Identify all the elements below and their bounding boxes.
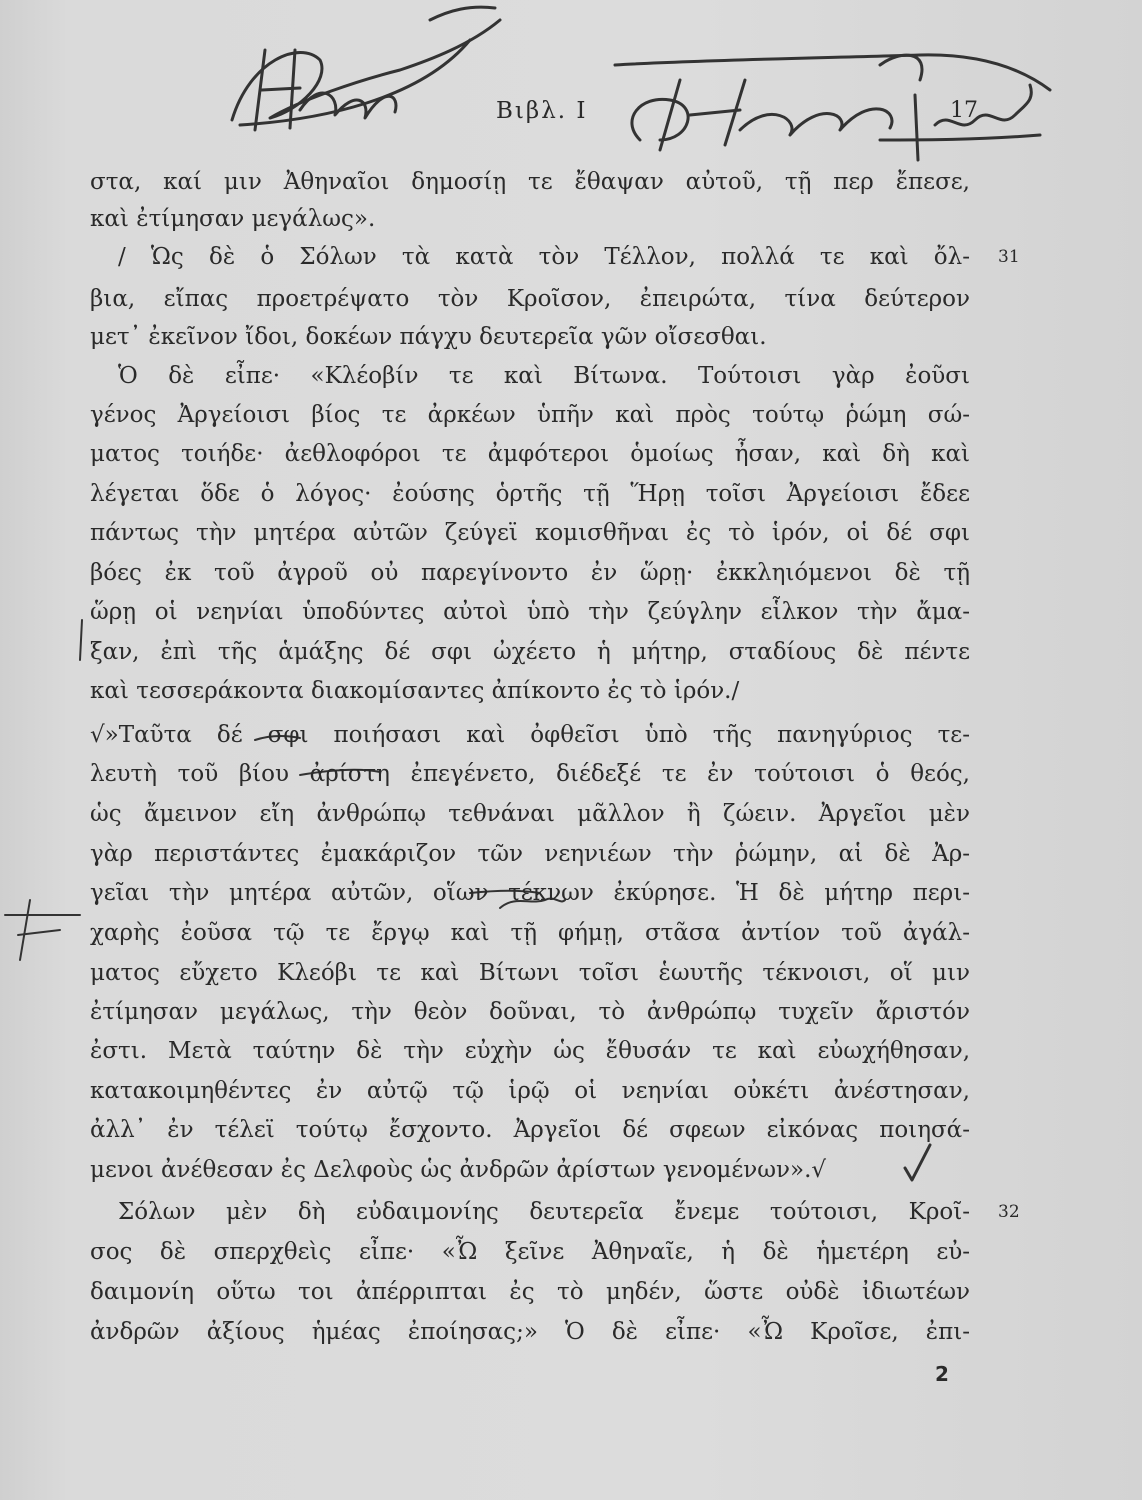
margin-section-number: 32 — [998, 1202, 1020, 1222]
text-line: γὰρ περιστάντες ἐμακάριζον τῶν νεηνιέων τὴν ῥώμην, αἱ δὲ Ἀρ- — [90, 841, 970, 867]
text-line: ὡς ἄμεινον εἴη ἀνθρώπῳ τεθνάναι μᾶλλον ἢ ζώειν. Ἀργεῖοι μὲν — [90, 801, 970, 827]
margin-section-number: 31 — [998, 247, 1020, 267]
running-head: Βιβλ. Ι — [496, 98, 588, 124]
text-line: ἀνδρῶν ἀξίους ἡμέας ἐποίησας;» Ὁ δὲ εἶπε· «Ὦ Κροῖσε, ἐπι- — [90, 1319, 970, 1345]
text-line: βια, εἴπας προετρέψατο τὸν Κροῖσον, ἐπειρώτα, τίνα δεύτερον — [90, 286, 970, 312]
text-line: καὶ ἐτίμησαν μεγάλως». — [90, 206, 376, 232]
text-line: γεῖαι τὴν μητέρα αὐτῶν, οἵων τέκνων ἐκύρησε. Ἡ δὲ μήτηρ περι- — [90, 880, 970, 906]
printer-signature-mark: 2 — [935, 1362, 949, 1386]
text-line: πάντως τὴν μητέρα αὐτῶν ζεύγεϊ κομισθῆναι ἐς τὸ ἱρόν, οἱ δέ σφι — [90, 520, 970, 546]
text-line: ἐστι. Μετὰ ταύτην δὲ τὴν εὐχὴν ὡς ἔθυσάν τε καὶ εὐωχήθησαν, — [90, 1038, 970, 1064]
text-line: κατακοιμηθέντες ἐν αὐτῷ τῷ ἱρῷ οἱ νεηνίαι οὐκέτι ἀνέστησαν, — [90, 1078, 970, 1104]
text-line: ματος τοιήδε· ἀεθλοφόροι τε ἀμφότεροι ὁμοίως ἦσαν, καὶ δὴ καὶ — [90, 441, 970, 467]
text-line: μετ᾽ ἐκεῖνον ἴδοι, δοκέων πάγχυ δευτερεῖα γῶν οἴσεσθαι. — [90, 324, 767, 350]
text-line: λευτὴ τοῦ βίου ἀρίστη ἐπεγένετο, διέδεξέ τε ἐν τούτοισι ὁ θεός, — [90, 761, 970, 787]
text-line: βόες ἐκ τοῦ ἀγροῦ οὐ παρεγίνοντο ἐν ὥρῃ· ἐκκληιόμενοι δὲ τῇ — [90, 560, 970, 586]
text-line: δαιμονίη οὕτω τοι ἀπέρριπται ἐς τὸ μηδέν, ὥστε οὐδὲ ἰδιωτέων — [90, 1279, 970, 1305]
margin-bracket-icon — [80, 620, 82, 660]
text-line: ὥρῃ οἱ νεηνίαι ὑποδύντες αὐτοὶ ὑπὸ τὴν ζεύγλην εἷλκον τὴν ἄμα- — [90, 599, 970, 625]
text-line: στα, καί μιν Ἀθηναῖοι δημοσίῃ τε ἔθαψαν αὐτοῦ, τῇ περ ἔπεσε, — [90, 169, 970, 195]
text-line: √»Ταῦτα δέ σφι ποιήσασι καὶ ὀφθεῖσι ὑπὸ τῆς πανηγύριος τε- — [90, 722, 970, 748]
margin-f-mark-icon — [5, 900, 80, 960]
signature-top-right-icon — [615, 55, 1050, 160]
text-line: σος δὲ σπερχθεὶς εἶπε· «Ὦ ξεῖνε Ἀθηναῖε, ἡ δὲ ἡμετέρη εὐ- — [90, 1239, 970, 1265]
text-line: λέγεται ὅδε ὁ λόγος· ἐούσης ὁρτῆς τῇ Ἥρῃ τοῖσι Ἀργείοισι ἔδεε — [90, 481, 970, 507]
signature-top-left-icon — [232, 7, 500, 130]
text-line: Ὁ δὲ εἶπε· «Κλέοβίν τε καὶ Βίτωνα. Τούτοισι γὰρ ἐοῦσι — [118, 363, 970, 389]
text-line: ἀλλ᾽ ἐν τέλεϊ τούτῳ ἔσχοντο. Ἀργεῖοι δέ σφεων εἰκόνας ποιησά- — [90, 1117, 970, 1143]
text-line: ματος εὔχετο Κλεόβι τε καὶ Βίτωνι τοῖσι ἑωυτῆς τέκνοισι, οἵ μιν — [90, 960, 970, 986]
text-line: ξαν, ἐπὶ τῆς ἁμάξης δέ σφι ὠχέετο ἡ μήτηρ, σταδίους δὲ πέντε — [90, 639, 970, 665]
page-number: 17 — [950, 98, 978, 123]
text-line: Σόλων μὲν δὴ εὐδαιμονίης δευτερεῖα ἔνεμε τούτοισι, Κροῖ- — [118, 1199, 970, 1225]
text-line: καὶ τεσσεράκοντα διακομίσαντες ἀπίκοντο ἐς τὸ ἱρόν./ — [90, 678, 740, 704]
text-line: χαρὴς ἐοῦσα τῷ τε ἔργῳ καὶ τῇ φήμῃ, στᾶσα ἀντίον τοῦ ἀγάλ- — [90, 920, 970, 946]
text-line: γένος Ἀργείοισι βίος τε ἀρκέων ὑπῆν καὶ πρὸς τούτῳ ῥώμη σώ- — [90, 402, 970, 428]
text-line: ἐτίμησαν μεγάλως, τὴν θεὸν δοῦναι, τὸ ἀνθρώπῳ τυχεῖν ἄριστόν — [90, 999, 970, 1025]
text-line: / Ὡς δὲ ὁ Σόλων τὰ κατὰ τὸν Τέλλον, πολλά τε καὶ ὄλ- — [118, 244, 970, 270]
text-line: μενοι ἀνέθεσαν ἐς Δελφοὺς ὡς ἀνδρῶν ἀρίστων γενομένων».√ — [90, 1157, 827, 1183]
